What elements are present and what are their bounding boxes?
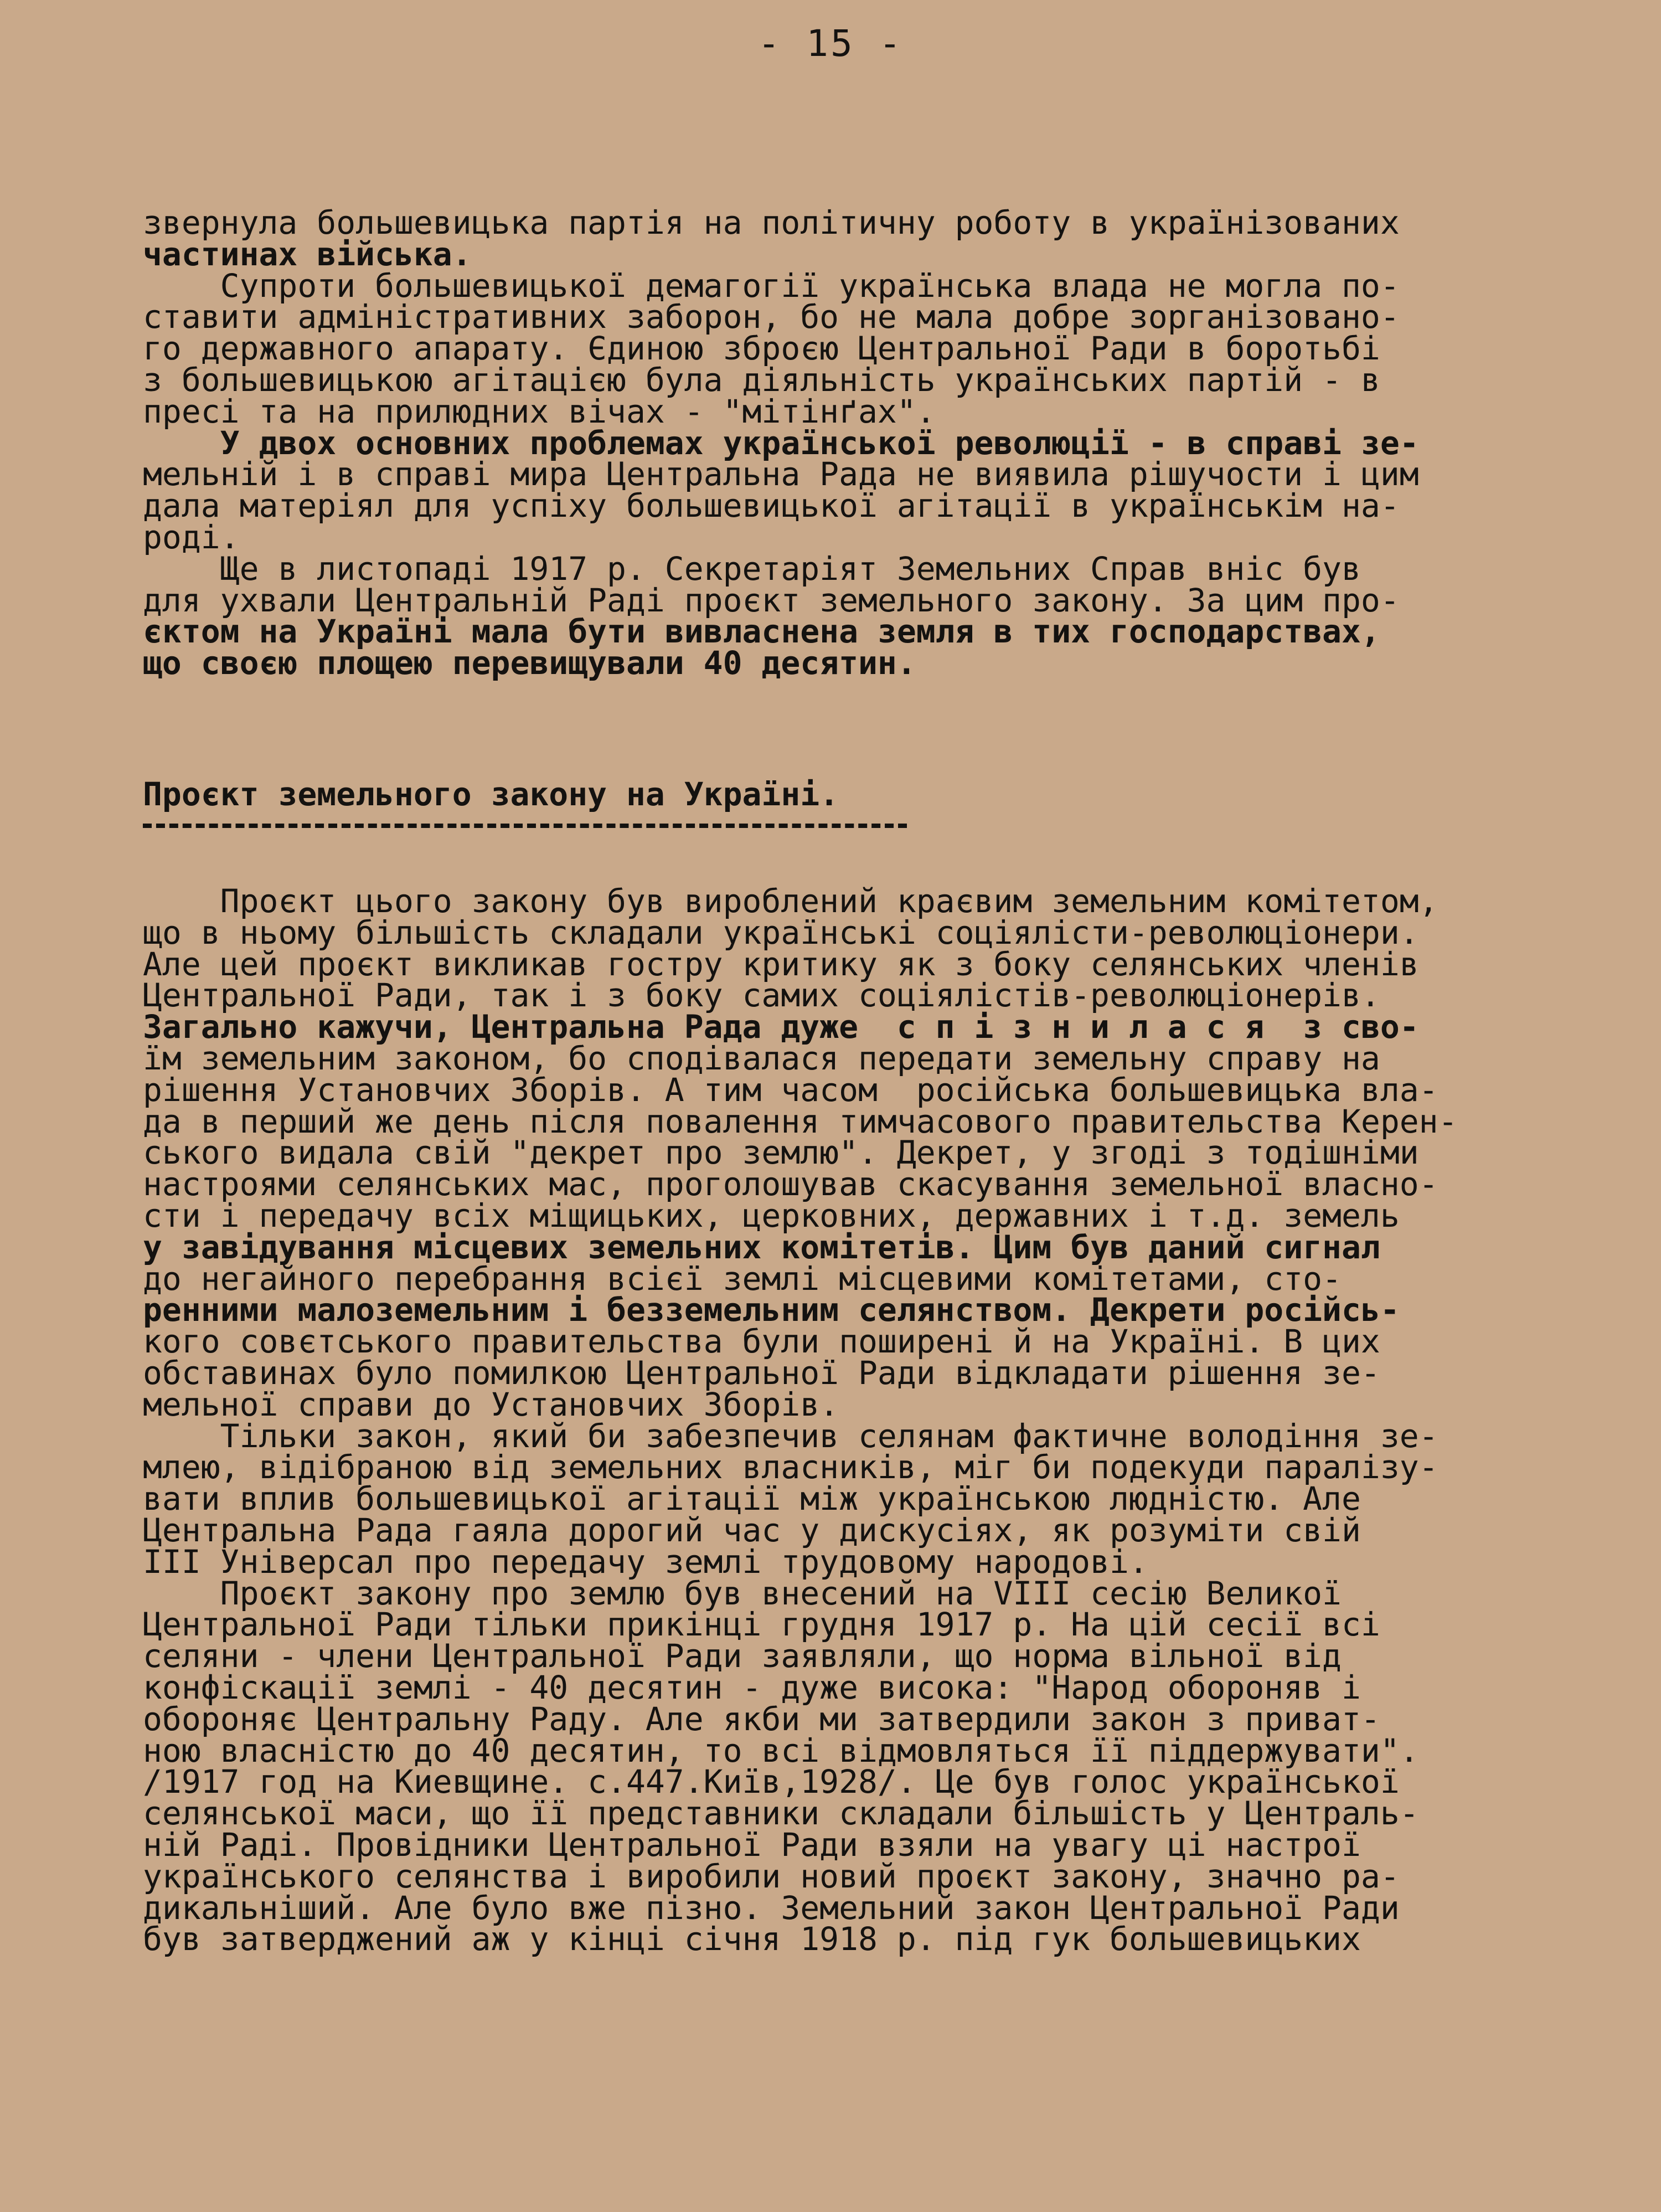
text-line: їм земельним законом, бо сподівалася передати земельну справу на bbox=[143, 1039, 1380, 1077]
text-line: ського видала свій "декрет про землю". Декрет, у згоді з тодішніми bbox=[143, 1134, 1419, 1172]
text-line: у завідування місцевих земельних комітетів. Цим був даний сигнал bbox=[143, 1228, 1380, 1266]
text-line: У двох основних проблемах української революції - в справі зе- bbox=[143, 424, 1419, 462]
text-line: Загально кажучи, Центральна Рада дуже с п і з н и л а с я з сво- bbox=[143, 1008, 1419, 1046]
section-heading: Проєкт земельного закону на Україні. bbox=[143, 775, 839, 813]
text-line: єктом на Україні мала бути вивласнена земля в тих господарствах, bbox=[143, 613, 1380, 651]
text-line: настроями селянських мас, проголошував скасування земельної власно- bbox=[143, 1165, 1438, 1203]
text-line: Проєкт закону про землю був внесений на VIII сесію Великої bbox=[143, 1574, 1342, 1612]
text-line: ренними малоземельним і безземельним селянством. Декрети російсь- bbox=[143, 1291, 1400, 1329]
text-line: обороняє Центральну Раду. Але якби ми затвердили закон з приват- bbox=[143, 1700, 1380, 1738]
text-line: Проєкт цього закону був вироблений краєвим земельним комітетом, bbox=[143, 882, 1438, 920]
text-line: рішення Установчих Зборів. А тим часом російська большевицька вла- bbox=[143, 1071, 1438, 1109]
text-line: що своєю площею перевищували 40 десятин. bbox=[143, 644, 916, 682]
text-line: Ще в листопаді 1917 р. Секретаріят Земельних Справ вніс був bbox=[143, 549, 1361, 588]
text-line: Центральна Рада гаяла дорогий час у дискусіях, як розуміти свій bbox=[143, 1511, 1361, 1549]
page-number: - 15 - bbox=[757, 22, 904, 65]
text-line: кого совєтського правительства були поширені й на Україні. В цих bbox=[143, 1323, 1380, 1361]
text-line: Центральної Ради, так і з боку самих соціялістів-революціонерів. bbox=[143, 976, 1380, 1015]
text-line: конфіскації землі - 40 десятин - дуже висока: "Народ обороняв і bbox=[143, 1668, 1361, 1706]
text-line: ній Раді. Провідники Центральної Ради взяли на увагу ці настрої bbox=[143, 1825, 1361, 1864]
text-line: для ухвали Центральній Раді проєкт земельного закону. За цим про- bbox=[143, 581, 1400, 619]
text-line: дикальніший. Але було вже пізно. Земельний закон Центральної Ради bbox=[143, 1889, 1400, 1927]
text-line: був затверджений аж у кінці січня 1918 р. під гук большевицьких bbox=[143, 1920, 1361, 1958]
text-line: /1917 год на Киевщине. с.447.Київ,1928/. Це був голос української bbox=[143, 1763, 1400, 1801]
text-line: да в перший же день після повалення тимчасового правительства Керен- bbox=[143, 1102, 1458, 1140]
text-line: звернула большевицька партія на політичну роботу в українізованих bbox=[143, 204, 1400, 241]
text-line: частинах війська. bbox=[143, 235, 472, 273]
text-line: що в ньому більшість складали українські соціялісти-революціонери. bbox=[143, 913, 1419, 951]
text-line: дала матеріял для успіху большевицької агітації в українськім на- bbox=[143, 487, 1400, 525]
text-line: Супроти большевицької демагогії українська влада не могла по- bbox=[143, 266, 1400, 305]
text-line: сти і передачу всіх міщицьких, церковних, державних і т.д. земель bbox=[143, 1196, 1400, 1234]
text-line: Тільки закон, який би забезпечив селянам фактичне володіння зе- bbox=[143, 1417, 1438, 1455]
text-line: українського селянства і виробили новий проєкт закону, значно ра- bbox=[143, 1857, 1400, 1895]
text-line: Центральної Ради тільки прикінці грудня 1917 р. На цій сесії всі bbox=[143, 1606, 1380, 1644]
heading-underline bbox=[143, 824, 907, 828]
text-line: обставинах було помилкою Центральної Ради відкладати рішення зе- bbox=[143, 1354, 1380, 1392]
text-line: го державного апарату. Єдиною зброєю Центральної Ради в боротьбі bbox=[143, 330, 1380, 368]
text-line: селянської маси, що її представники складали більшість у Централь- bbox=[143, 1794, 1419, 1833]
text-line: селяни - члени Центральної Ради заявляли, що норма вільної від bbox=[143, 1637, 1342, 1675]
text-line: III Універсал про передачу землі трудовому народові. bbox=[143, 1542, 1148, 1581]
text-line: ною власністю до 40 десятин, то всі відмовляться її піддержувати". bbox=[143, 1731, 1419, 1769]
text-line: до негайного перебрання всієї землі місцевими комітетами, сто- bbox=[143, 1259, 1342, 1298]
paragraph-block-main bbox=[143, 882, 1582, 1958]
paragraph-block-top bbox=[143, 204, 1582, 682]
text-line: пресі та на прилюдних вічах - "мітінґах". bbox=[143, 392, 936, 430]
text-line: мельній і в справі мира Центральна Рада не виявила рішучости і цим bbox=[143, 455, 1419, 493]
text-line: вати вплив большевицької агітації між українською людністю. Але bbox=[143, 1480, 1361, 1518]
text-line: ставити адміністративних заборон, бо не мала добре зорганізовано- bbox=[143, 298, 1400, 336]
text-line: з большевицькою агітацією була діяльність українських партій - в bbox=[143, 361, 1380, 399]
text-line: Але цей проєкт викликав гостру критику як з боку селянських членів bbox=[143, 945, 1419, 983]
text-line: мельної справи до Установчих Зборів. bbox=[143, 1385, 839, 1423]
text-line: млею, відібраною від земельних власників, міг би подекуди паралізу- bbox=[143, 1448, 1438, 1486]
text-line: роді. bbox=[143, 518, 240, 556]
